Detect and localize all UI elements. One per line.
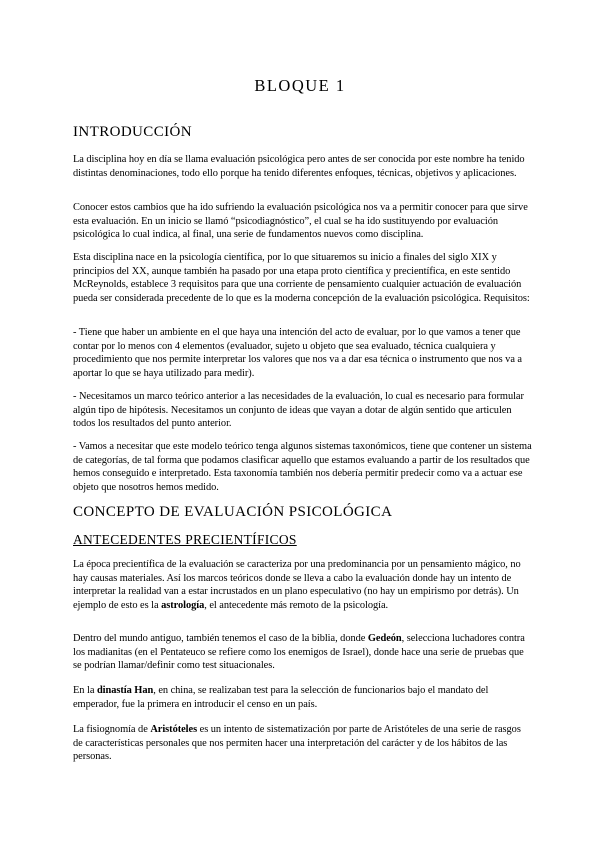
- paragraph-8-text-a: Dentro del mundo antiguo, también tenemos el caso de la biblia, donde: [73, 633, 368, 644]
- paragraph-9-bold: dinastía Han: [96, 685, 154, 696]
- paragraph-10: [73, 723, 533, 764]
- paragraph-3: Esta disciplina nace en la psicología científica, por lo que situaremos su inicio a finales del siglo XIX y principios del XX, aunque también ha pasado por una etapa proto científica y precientífica, en este sentido McReynolds, establece 3 requisitos para que una corriente de pensamiento cualquier actuación de evaluación pueda ser considerada precedente de lo que es la moderna concepción de la evaluación psicológica. Requisitos:: [73, 252, 530, 305]
- page-title: BLOQUE 1: [254, 76, 346, 95]
- paragraph-8: [73, 632, 533, 673]
- paragraph-8-text-b: , selecciona luchadores contra los madianitas (en el Pentateuco se refiere como los enemigos de Israel), donde hace una serie de pruebas que se podrían llamar/definir como test situacionales.: [73, 633, 525, 672]
- paragraph-10-bold: Aristóteles: [150, 724, 198, 735]
- paragraph-6: - Vamos a necesitar que este modelo teórico tenga algunos sistemas taxonómicos, tiene que contener un sistema de categorías, de tal forma que podamos clasificar aquello que estamos evaluando a partir de los resultados que hemos conseguido e interpretado. Esta taxonomía también nos debería permitir predecir como va a actuar ese objeto que nosotros hemos medido.: [73, 441, 532, 494]
- paragraph-5: - Necesitamos un marco teórico anterior a las necesidades de la evaluación, lo cual es necesario para formular algún tipo de hipótesis. Necesitamos un conjunto de ideas que vayan a dotar de algún sentido que articulen todos los resultados del punto anterior.: [73, 391, 524, 430]
- paragraph-2: Conocer estos cambios que ha ido sufriendo la evaluación psicológica nos va a permitir conocer para que sirve esta evaluación. En un inicio se llamó “psicodiagnóstico”, el cual se ha ido sustituyendo por evaluación psicológica lo cual indica, al final, una serie de fundamentos nuevos como disciplina.: [73, 202, 528, 241]
- paragraph-9: [73, 684, 533, 711]
- section-heading-concepto: CONCEPTO DE EVALUACIÓN PSICOLÓGICA: [73, 504, 393, 520]
- paragraph-4: - Tiene que haber un ambiente en el que haya una intención del acto de evaluar, por lo que vamos a tener que contar por lo menos con 4 elementos (evaluador, sujeto u objeto que sea evaluado, técnica cualquiera y procedimiento que nos permite interpretar los valores que nos va a dar esa técnica o instrumento que nos va a aportar lo que se haya utilizado para medir).: [73, 327, 522, 380]
- paragraph-7-text-a: La época precientífica de la evaluación se caracteriza por una predominancia por un pensamiento mágico, no hay causas materiales. Así los marcos teóricos donde se lleva a cabo la evaluación donde hay un intento de interpretar la realidad van a estar incrustados en un plano especulativo (no hay un empirismo por detrás). Un ejemplo de esto es la: [73, 559, 521, 612]
- paragraph-10-text-a: La fisiognomía de: [73, 724, 151, 735]
- section-heading-introduccion: INTRODUCCIÓN: [73, 124, 192, 140]
- paragraph-8-bold: Gedeón: [367, 633, 402, 644]
- subsection-heading-antecedentes: ANTECEDENTES PRECIENTÍFICOS: [73, 532, 297, 547]
- paragraph-9-text-a: En la: [73, 685, 97, 696]
- paragraph-10-text-b: es un intento de sistematización por parte de Aristóteles de una serie de rasgos de características personales que nos permiten hacer una interpretación del carácter y de los hábitos de las personas.: [73, 724, 521, 763]
- paragraph-7: [73, 558, 533, 613]
- paragraph-1: La disciplina hoy en día se llama evaluación psicológica pero antes de ser conocida por este nombre ha tenido distintas denominaciones, todo ello porque ha tenido diferentes enfoques, técnicas, objetivos y aplicaciones.: [73, 154, 525, 179]
- paragraph-9-text-b: , en china, se realizaban test para la selección de funcionarios bajo el mandato del emperador, fue la primera en introducir el censo en un país.: [73, 685, 489, 710]
- paragraph-7-text-b: , el antecedente más remoto de la psicología.: [204, 600, 389, 612]
- paragraph-7-bold: astrología: [161, 600, 205, 612]
